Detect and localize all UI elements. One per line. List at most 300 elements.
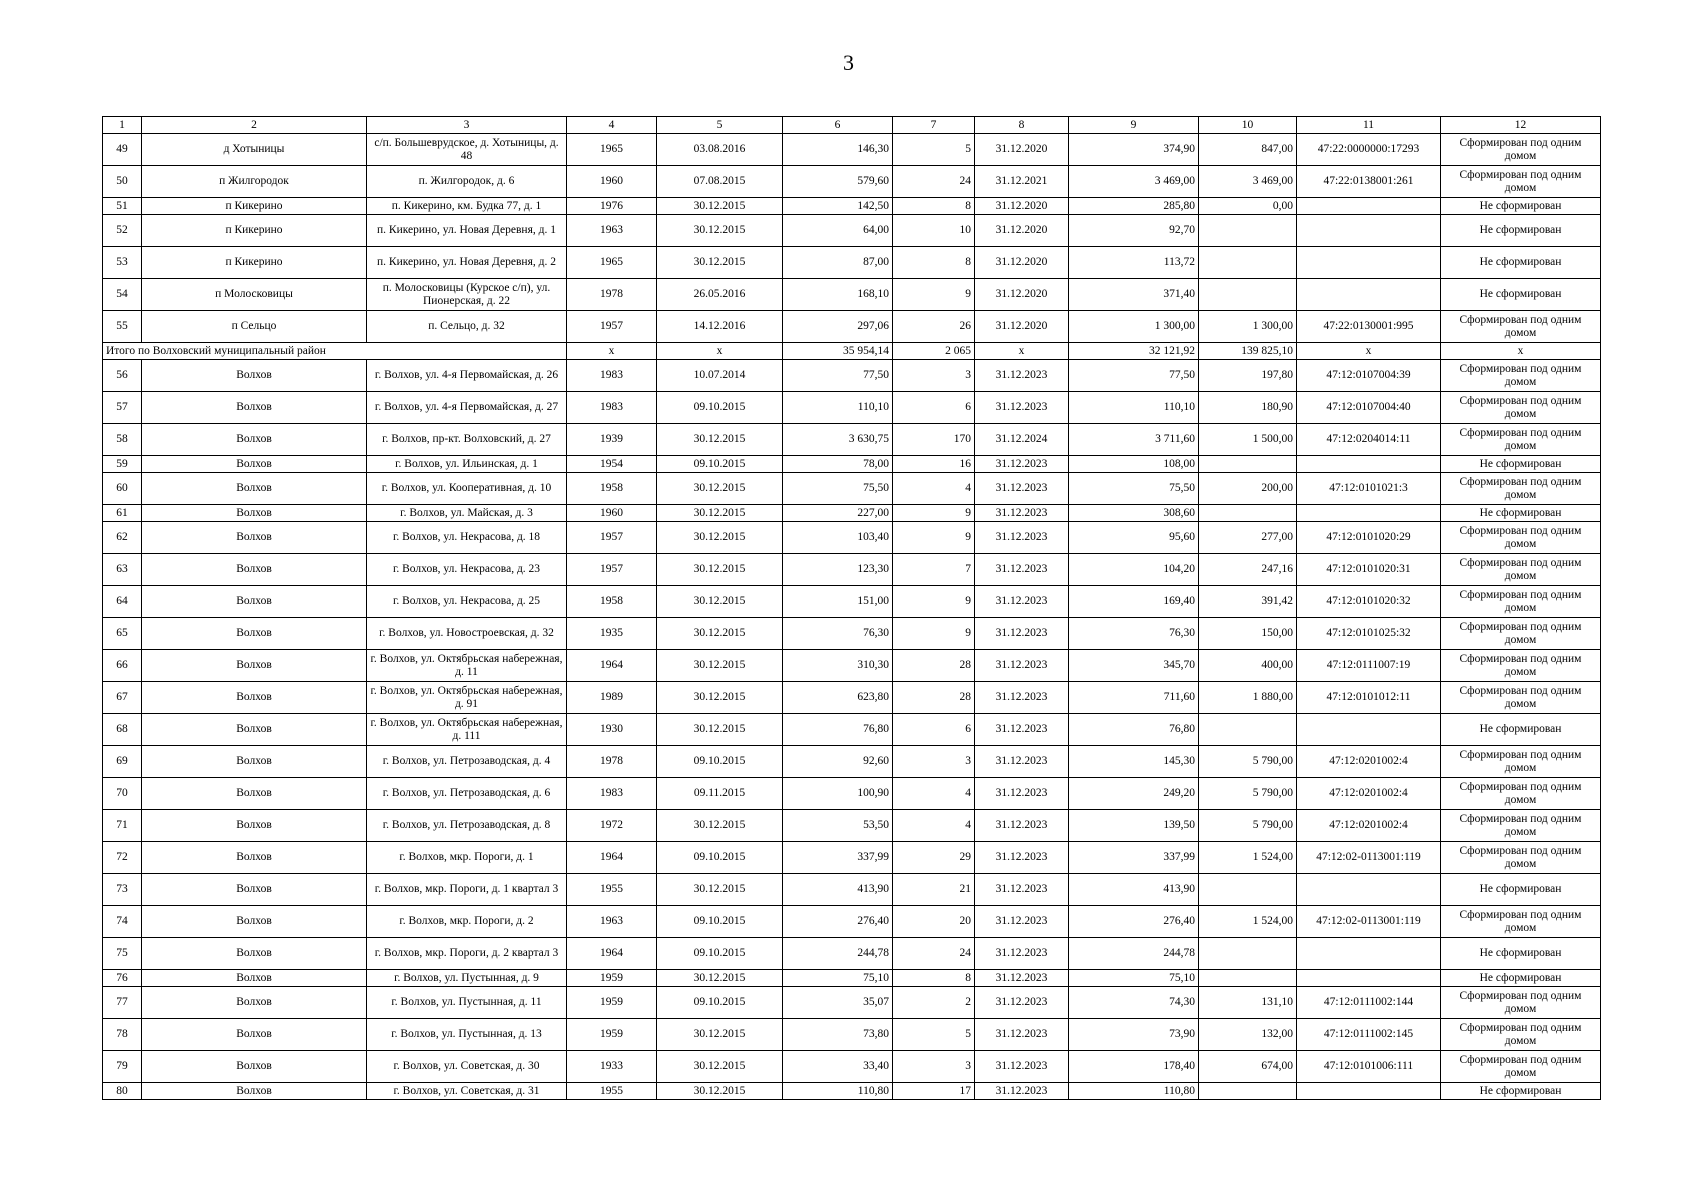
relocation-deadline-cell: 31.12.2023 xyxy=(975,360,1069,392)
address-cell: г. Волхов, ул. Кооперативная, д. 10 xyxy=(367,473,567,505)
recognition-date-cell: х xyxy=(657,343,783,360)
living-area-cell: 623,80 xyxy=(783,682,893,714)
address-cell: г. Волхов, пр-кт. Волховский, д. 27 xyxy=(367,424,567,456)
recognition-date-cell: 30.12.2015 xyxy=(657,810,783,842)
settlement-cell: Волхов xyxy=(142,392,367,424)
year-built-cell: 1959 xyxy=(567,987,657,1019)
cadastral-number-cell: 47:12:0101020:32 xyxy=(1297,586,1441,618)
address-cell: п. Жилгородок, д. 6 xyxy=(367,166,567,198)
table-row xyxy=(103,424,1601,456)
cadastral-number-cell xyxy=(1297,279,1441,311)
land-status-cell: Сформирован под одним домом xyxy=(1441,522,1601,554)
cadastral-number-cell xyxy=(1297,874,1441,906)
total-area-cell: 249,20 xyxy=(1069,778,1199,810)
year-built-cell: 1955 xyxy=(567,1083,657,1100)
land-area-cell: 5 790,00 xyxy=(1199,746,1297,778)
cadastral-number-cell xyxy=(1297,215,1441,247)
address-cell: г. Волхов, ул. Пустынная, д. 11 xyxy=(367,987,567,1019)
table-row xyxy=(103,874,1601,906)
residents-count-cell: 9 xyxy=(893,586,975,618)
living-area-cell: 337,99 xyxy=(783,842,893,874)
land-status-cell: Не сформирован xyxy=(1441,279,1601,311)
settlement-cell: Волхов xyxy=(142,842,367,874)
recognition-date-cell: 26.05.2016 xyxy=(657,279,783,311)
residents-count-cell: 9 xyxy=(893,505,975,522)
page-number: 3 xyxy=(843,50,854,75)
relocation-deadline-cell: 31.12.2023 xyxy=(975,938,1069,970)
relocation-deadline-cell: 31.12.2023 xyxy=(975,906,1069,938)
settlement-cell: Волхов xyxy=(142,746,367,778)
living-area-cell: 64,00 xyxy=(783,215,893,247)
year-built-cell: 1983 xyxy=(567,778,657,810)
total-area-cell: 76,30 xyxy=(1069,618,1199,650)
cadastral-number-cell: 47:22:0000000:17293 xyxy=(1297,134,1441,166)
land-status-cell: Сформирован под одним домом xyxy=(1441,618,1601,650)
year-built-cell: 1960 xyxy=(567,166,657,198)
total-area-cell: 75,50 xyxy=(1069,473,1199,505)
total-area-cell: 308,60 xyxy=(1069,505,1199,522)
total-area-cell: 74,30 xyxy=(1069,987,1199,1019)
table-row xyxy=(103,505,1601,522)
land-area-cell: 277,00 xyxy=(1199,522,1297,554)
settlement-cell: Волхов xyxy=(142,650,367,682)
address-cell: г. Волхов, ул. Некрасова, д. 25 xyxy=(367,586,567,618)
year-built-cell: 1964 xyxy=(567,842,657,874)
living-area-cell: 3 630,75 xyxy=(783,424,893,456)
residents-count-cell: 24 xyxy=(893,166,975,198)
address-cell: г. Волхов, ул. Ильинская, д. 1 xyxy=(367,456,567,473)
land-area-cell: 247,16 xyxy=(1199,554,1297,586)
table-row xyxy=(103,166,1601,198)
recognition-date-cell: 30.12.2015 xyxy=(657,505,783,522)
land-status-cell: Сформирован под одним домом xyxy=(1441,650,1601,682)
column-header: 4 xyxy=(567,117,657,134)
relocation-deadline-cell: 31.12.2023 xyxy=(975,842,1069,874)
total-area-cell: 110,10 xyxy=(1069,392,1199,424)
table-row xyxy=(103,473,1601,505)
settlement-cell: д Хотыницы xyxy=(142,134,367,166)
land-status-cell: Сформирован под одним домом xyxy=(1441,682,1601,714)
table-row xyxy=(103,311,1601,343)
relocation-deadline-cell: 31.12.2023 xyxy=(975,586,1069,618)
total-area-cell: 374,90 xyxy=(1069,134,1199,166)
address-cell: г. Волхов, мкр. Пороги, д. 2 xyxy=(367,906,567,938)
settlement-cell: Волхов xyxy=(142,778,367,810)
table-row xyxy=(103,906,1601,938)
address-cell: п. Кикерино, км. Будка 77, д. 1 xyxy=(367,198,567,215)
row-number-cell: 77 xyxy=(103,987,142,1019)
total-area-cell: 413,90 xyxy=(1069,874,1199,906)
address-cell: г. Волхов, ул. Октябрьская набережная, д. 111 xyxy=(367,714,567,746)
table-row xyxy=(103,810,1601,842)
living-area-cell: 35,07 xyxy=(783,987,893,1019)
living-area-cell: 110,80 xyxy=(783,1083,893,1100)
cadastral-number-cell: 47:12:0204014:11 xyxy=(1297,424,1441,456)
address-cell: п. Молосковицы (Курское с/п), ул. Пионерская, д. 22 xyxy=(367,279,567,311)
residents-count-cell: 5 xyxy=(893,1019,975,1051)
living-area-cell: 579,60 xyxy=(783,166,893,198)
column-header: 6 xyxy=(783,117,893,134)
cadastral-number-cell: 47:12:0107004:40 xyxy=(1297,392,1441,424)
address-cell: с/п. Большеврудское, д. Хотыницы, д. 48 xyxy=(367,134,567,166)
recognition-date-cell: 30.12.2015 xyxy=(657,424,783,456)
table-row xyxy=(103,714,1601,746)
year-built-cell: 1989 xyxy=(567,682,657,714)
settlement-cell: Волхов xyxy=(142,987,367,1019)
year-built-cell: 1978 xyxy=(567,279,657,311)
land-status-cell: Не сформирован xyxy=(1441,970,1601,987)
recognition-date-cell: 30.12.2015 xyxy=(657,215,783,247)
land-area-cell: 1 300,00 xyxy=(1199,311,1297,343)
total-area-cell: 76,80 xyxy=(1069,714,1199,746)
recognition-date-cell: 09.10.2015 xyxy=(657,938,783,970)
residents-count-cell: 16 xyxy=(893,456,975,473)
settlement-cell: п Кикерино xyxy=(142,198,367,215)
living-area-cell: 297,06 xyxy=(783,311,893,343)
residents-count-cell: 3 xyxy=(893,746,975,778)
cadastral-number-cell: 47:22:0138001:261 xyxy=(1297,166,1441,198)
land-status-cell: Сформирован под одним домом xyxy=(1441,473,1601,505)
year-built-cell: 1954 xyxy=(567,456,657,473)
column-number-row xyxy=(103,117,1601,134)
year-built-cell: 1978 xyxy=(567,746,657,778)
row-number-cell: 79 xyxy=(103,1051,142,1083)
recognition-date-cell: 30.12.2015 xyxy=(657,874,783,906)
land-area-cell: 180,90 xyxy=(1199,392,1297,424)
address-cell: г. Волхов, ул. Октябрьская набережная, д. 91 xyxy=(367,682,567,714)
land-status-cell: Не сформирован xyxy=(1441,505,1601,522)
relocation-deadline-cell: 31.12.2020 xyxy=(975,134,1069,166)
recognition-date-cell: 30.12.2015 xyxy=(657,618,783,650)
land-area-cell xyxy=(1199,714,1297,746)
living-area-cell: 92,60 xyxy=(783,746,893,778)
living-area-cell: 76,30 xyxy=(783,618,893,650)
relocation-deadline-cell: 31.12.2023 xyxy=(975,874,1069,906)
column-header: 3 xyxy=(367,117,567,134)
table-row xyxy=(103,134,1601,166)
land-status-cell: Не сформирован xyxy=(1441,198,1601,215)
living-area-cell: 78,00 xyxy=(783,456,893,473)
row-number-cell: 70 xyxy=(103,778,142,810)
settlement-cell: Волхов xyxy=(142,682,367,714)
land-status-cell: Сформирован под одним домом xyxy=(1441,311,1601,343)
relocation-deadline-cell: 31.12.2023 xyxy=(975,505,1069,522)
land-status-cell: Сформирован под одним домом xyxy=(1441,906,1601,938)
living-area-cell: 151,00 xyxy=(783,586,893,618)
total-label-cell: Итого по Волховский муниципальный район xyxy=(103,343,567,360)
cadastral-number-cell: 47:12:0101006:111 xyxy=(1297,1051,1441,1083)
row-number-cell: 75 xyxy=(103,938,142,970)
relocation-deadline-cell: 31.12.2023 xyxy=(975,1019,1069,1051)
residents-count-cell: 5 xyxy=(893,134,975,166)
table-row xyxy=(103,987,1601,1019)
land-status-cell: Сформирован под одним домом xyxy=(1441,778,1601,810)
total-area-cell: 3 711,60 xyxy=(1069,424,1199,456)
row-number-cell: 78 xyxy=(103,1019,142,1051)
cadastral-number-cell xyxy=(1297,970,1441,987)
land-status-cell: Сформирован под одним домом xyxy=(1441,987,1601,1019)
living-area-cell: 87,00 xyxy=(783,247,893,279)
cadastral-number-cell: х xyxy=(1297,343,1441,360)
cadastral-number-cell: 47:12:0111002:144 xyxy=(1297,987,1441,1019)
cadastral-number-cell: 47:12:02-0113001:119 xyxy=(1297,906,1441,938)
land-status-cell: Сформирован под одним домом xyxy=(1441,392,1601,424)
residents-count-cell: 9 xyxy=(893,618,975,650)
living-area-cell: 244,78 xyxy=(783,938,893,970)
year-built-cell: 1972 xyxy=(567,810,657,842)
table-row xyxy=(103,198,1601,215)
relocation-deadline-cell: 31.12.2020 xyxy=(975,279,1069,311)
residents-count-cell: 4 xyxy=(893,473,975,505)
year-built-cell: 1933 xyxy=(567,1051,657,1083)
year-built-cell: 1959 xyxy=(567,1019,657,1051)
settlement-cell: Волхов xyxy=(142,970,367,987)
recognition-date-cell: 09.11.2015 xyxy=(657,778,783,810)
total-area-cell: 145,30 xyxy=(1069,746,1199,778)
total-area-cell: 110,80 xyxy=(1069,1083,1199,1100)
table-row xyxy=(103,1051,1601,1083)
land-area-cell: 1 524,00 xyxy=(1199,906,1297,938)
table-row xyxy=(103,938,1601,970)
land-status-cell: Не сформирован xyxy=(1441,714,1601,746)
table-row xyxy=(103,842,1601,874)
living-area-cell: 77,50 xyxy=(783,360,893,392)
living-area-cell: 33,40 xyxy=(783,1051,893,1083)
year-built-cell: х xyxy=(567,343,657,360)
residents-count-cell: 9 xyxy=(893,279,975,311)
column-header: 8 xyxy=(975,117,1069,134)
settlement-cell: Волхов xyxy=(142,618,367,650)
year-built-cell: 1963 xyxy=(567,906,657,938)
relocation-deadline-cell: 31.12.2023 xyxy=(975,987,1069,1019)
living-area-cell: 53,50 xyxy=(783,810,893,842)
total-area-cell: 371,40 xyxy=(1069,279,1199,311)
year-built-cell: 1983 xyxy=(567,360,657,392)
residents-count-cell: 4 xyxy=(893,778,975,810)
settlement-cell: Волхов xyxy=(142,810,367,842)
row-number-cell: 61 xyxy=(103,505,142,522)
year-built-cell: 1930 xyxy=(567,714,657,746)
living-area-cell: 146,30 xyxy=(783,134,893,166)
table-row xyxy=(103,456,1601,473)
settlement-cell: Волхов xyxy=(142,554,367,586)
settlement-cell: п Молосковицы xyxy=(142,279,367,311)
total-area-cell: 1 300,00 xyxy=(1069,311,1199,343)
settlement-cell: Волхов xyxy=(142,586,367,618)
total-area-cell: 95,60 xyxy=(1069,522,1199,554)
cadastral-number-cell xyxy=(1297,456,1441,473)
column-header: 9 xyxy=(1069,117,1199,134)
address-cell: п. Кикерино, ул. Новая Деревня, д. 2 xyxy=(367,247,567,279)
row-number-cell: 57 xyxy=(103,392,142,424)
address-cell: г. Волхов, ул. Пустынная, д. 13 xyxy=(367,1019,567,1051)
land-area-cell: 131,10 xyxy=(1199,987,1297,1019)
total-area-cell: 276,40 xyxy=(1069,906,1199,938)
address-cell: г. Волхов, ул. Новостроевская, д. 32 xyxy=(367,618,567,650)
recognition-date-cell: 09.10.2015 xyxy=(657,456,783,473)
row-number-cell: 52 xyxy=(103,215,142,247)
table-row xyxy=(103,392,1601,424)
residents-count-cell: 20 xyxy=(893,906,975,938)
land-area-cell: 847,00 xyxy=(1199,134,1297,166)
cadastral-number-cell: 47:12:0111007:19 xyxy=(1297,650,1441,682)
settlement-cell: Волхов xyxy=(142,938,367,970)
recognition-date-cell: 30.12.2015 xyxy=(657,714,783,746)
row-number-cell: 68 xyxy=(103,714,142,746)
housing-register-table xyxy=(102,116,1601,1100)
table-row xyxy=(103,650,1601,682)
total-area-cell: 113,72 xyxy=(1069,247,1199,279)
table-row xyxy=(103,215,1601,247)
land-status-cell: Сформирован под одним домом xyxy=(1441,1051,1601,1083)
row-number-cell: 50 xyxy=(103,166,142,198)
recognition-date-cell: 30.12.2015 xyxy=(657,198,783,215)
row-number-cell: 73 xyxy=(103,874,142,906)
recognition-date-cell: 09.10.2015 xyxy=(657,392,783,424)
land-status-cell: Не сформирован xyxy=(1441,247,1601,279)
cadastral-number-cell: 47:12:0111002:145 xyxy=(1297,1019,1441,1051)
cadastral-number-cell xyxy=(1297,938,1441,970)
residents-count-cell: 170 xyxy=(893,424,975,456)
cadastral-number-cell xyxy=(1297,198,1441,215)
recognition-date-cell: 30.12.2015 xyxy=(657,1019,783,1051)
residents-count-cell: 28 xyxy=(893,650,975,682)
living-area-cell: 142,50 xyxy=(783,198,893,215)
relocation-deadline-cell: 31.12.2023 xyxy=(975,970,1069,987)
relocation-deadline-cell: 31.12.2023 xyxy=(975,554,1069,586)
residents-count-cell: 29 xyxy=(893,842,975,874)
row-number-cell: 63 xyxy=(103,554,142,586)
land-area-cell: 0,00 xyxy=(1199,198,1297,215)
land-area-cell: 132,00 xyxy=(1199,1019,1297,1051)
land-area-cell: 5 790,00 xyxy=(1199,810,1297,842)
row-number-cell: 65 xyxy=(103,618,142,650)
column-header: 11 xyxy=(1297,117,1441,134)
land-status-cell: Не сформирован xyxy=(1441,215,1601,247)
settlement-cell: Волхов xyxy=(142,360,367,392)
residents-count-cell: 2 065 xyxy=(893,343,975,360)
table-row xyxy=(103,1019,1601,1051)
residents-count-cell: 3 xyxy=(893,360,975,392)
address-cell: г. Волхов, ул. 4-я Первомайская, д. 26 xyxy=(367,360,567,392)
land-area-cell xyxy=(1199,215,1297,247)
land-status-cell: Не сформирован xyxy=(1441,938,1601,970)
recognition-date-cell: 30.12.2015 xyxy=(657,682,783,714)
row-number-cell: 62 xyxy=(103,522,142,554)
row-number-cell: 76 xyxy=(103,970,142,987)
year-built-cell: 1955 xyxy=(567,874,657,906)
table-row xyxy=(103,279,1601,311)
recognition-date-cell: 30.12.2015 xyxy=(657,1051,783,1083)
row-number-cell: 49 xyxy=(103,134,142,166)
living-area-cell: 110,10 xyxy=(783,392,893,424)
row-number-cell: 80 xyxy=(103,1083,142,1100)
residents-count-cell: 8 xyxy=(893,247,975,279)
address-cell: г. Волхов, ул. Пустынная, д. 9 xyxy=(367,970,567,987)
year-built-cell: 1964 xyxy=(567,650,657,682)
column-header: 12 xyxy=(1441,117,1601,134)
settlement-cell: Волхов xyxy=(142,473,367,505)
relocation-deadline-cell: 31.12.2020 xyxy=(975,311,1069,343)
residents-count-cell: 17 xyxy=(893,1083,975,1100)
land-status-cell: Сформирован под одним домом xyxy=(1441,424,1601,456)
settlement-cell: Волхов xyxy=(142,1083,367,1100)
residents-count-cell: 2 xyxy=(893,987,975,1019)
recognition-date-cell: 30.12.2015 xyxy=(657,650,783,682)
total-area-cell: 285,80 xyxy=(1069,198,1199,215)
relocation-deadline-cell: х xyxy=(975,343,1069,360)
year-built-cell: 1935 xyxy=(567,618,657,650)
relocation-deadline-cell: 31.12.2023 xyxy=(975,714,1069,746)
relocation-deadline-cell: 31.12.2023 xyxy=(975,650,1069,682)
settlement-cell: Волхов xyxy=(142,505,367,522)
residents-count-cell: 6 xyxy=(893,714,975,746)
row-number-cell: 72 xyxy=(103,842,142,874)
year-built-cell: 1965 xyxy=(567,134,657,166)
year-built-cell: 1958 xyxy=(567,586,657,618)
column-header: 10 xyxy=(1199,117,1297,134)
living-area-cell: 76,80 xyxy=(783,714,893,746)
land-area-cell xyxy=(1199,505,1297,522)
land-area-cell xyxy=(1199,1083,1297,1100)
cadastral-number-cell: 47:12:0101021:3 xyxy=(1297,473,1441,505)
relocation-deadline-cell: 31.12.2023 xyxy=(975,778,1069,810)
row-number-cell: 71 xyxy=(103,810,142,842)
settlement-cell: п Жилгородок xyxy=(142,166,367,198)
year-built-cell: 1964 xyxy=(567,938,657,970)
living-area-cell: 123,30 xyxy=(783,554,893,586)
residents-count-cell: 4 xyxy=(893,810,975,842)
table-row xyxy=(103,682,1601,714)
relocation-deadline-cell: 31.12.2020 xyxy=(975,247,1069,279)
land-area-cell: 1 524,00 xyxy=(1199,842,1297,874)
settlement-cell: п Сельцо xyxy=(142,311,367,343)
table-row xyxy=(103,522,1601,554)
address-cell: г. Волхов, ул. Петрозаводская, д. 6 xyxy=(367,778,567,810)
relocation-deadline-cell: 31.12.2023 xyxy=(975,810,1069,842)
total-area-cell: 3 469,00 xyxy=(1069,166,1199,198)
recognition-date-cell: 30.12.2015 xyxy=(657,473,783,505)
settlement-cell: п Кикерино xyxy=(142,215,367,247)
row-number-cell: 55 xyxy=(103,311,142,343)
land-area-cell xyxy=(1199,456,1297,473)
column-header: 1 xyxy=(103,117,142,134)
table-row xyxy=(103,586,1601,618)
row-number-cell: 69 xyxy=(103,746,142,778)
total-area-cell: 711,60 xyxy=(1069,682,1199,714)
living-area-cell: 413,90 xyxy=(783,874,893,906)
address-cell: г. Волхов, ул. Некрасова, д. 23 xyxy=(367,554,567,586)
land-area-cell: 5 790,00 xyxy=(1199,778,1297,810)
land-status-cell: Сформирован под одним домом xyxy=(1441,810,1601,842)
relocation-deadline-cell: 31.12.2023 xyxy=(975,473,1069,505)
land-status-cell: Не сформирован xyxy=(1441,456,1601,473)
land-area-cell: 197,80 xyxy=(1199,360,1297,392)
table-row xyxy=(103,618,1601,650)
cadastral-number-cell xyxy=(1297,505,1441,522)
total-area-cell: 244,78 xyxy=(1069,938,1199,970)
recognition-date-cell: 30.12.2015 xyxy=(657,1083,783,1100)
settlement-cell: Волхов xyxy=(142,424,367,456)
year-built-cell: 1957 xyxy=(567,311,657,343)
cadastral-number-cell: 47:12:0201002:4 xyxy=(1297,778,1441,810)
land-status-cell: Сформирован под одним домом xyxy=(1441,746,1601,778)
address-cell: г. Волхов, ул. 4-я Первомайская, д. 27 xyxy=(367,392,567,424)
settlement-cell: Волхов xyxy=(142,1051,367,1083)
cadastral-number-cell: 47:12:0101012:11 xyxy=(1297,682,1441,714)
row-number-cell: 58 xyxy=(103,424,142,456)
living-area-cell: 75,50 xyxy=(783,473,893,505)
